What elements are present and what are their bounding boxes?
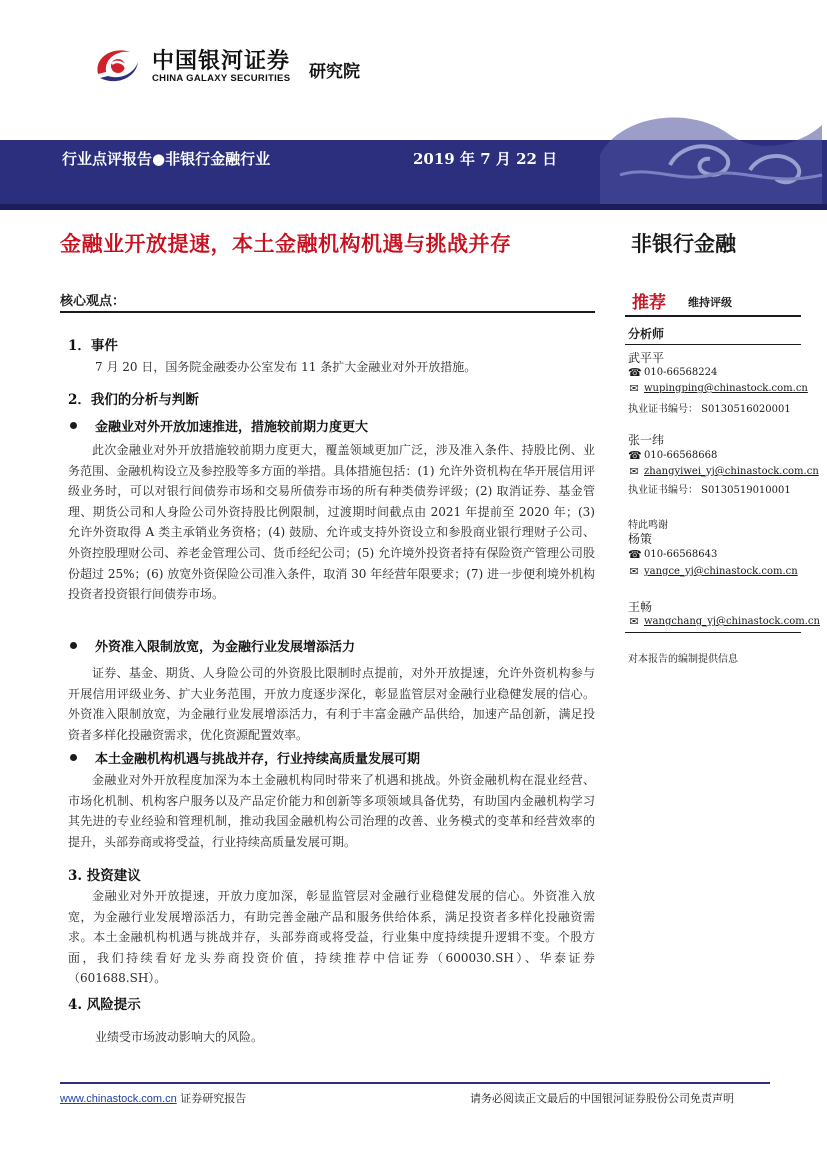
mail-icon: ✉ <box>629 615 639 628</box>
analyst-2-phone: 010-66568668 <box>644 450 718 461</box>
contributor-1-name: 杨策 <box>628 532 653 546</box>
bullet-2-body: 证券、基金、期货、人身险公司的外资股比限制时点提前，对外开放提速，允许外资机构参与开展信用评级业务、扩大业务范围，开放力度逐步深化，彰显监管层对金融行业稳健发展的信心。外资准入限制放宽，为金融行业发展增添活力，有利于丰富金融产品供给，加速产品创新，满足投资者多样化投融资需求，优化资源配置效率。 <box>68 666 595 742</box>
contributor-1-phone-row <box>628 548 717 561</box>
analyst-1-cert: 执业证书编号： S0130516020001 <box>628 404 791 415</box>
contributor-note: 对本报告的编制提供信息 <box>628 654 738 665</box>
bullet-dot-icon <box>70 754 77 761</box>
footer-website-link[interactable]: www.chinastock.com.cn <box>60 1093 177 1105</box>
analyst-heading: 分析师 <box>628 327 665 341</box>
bullet-dot-icon <box>70 422 77 429</box>
bullet-dot-icon <box>70 642 77 649</box>
footer-divider <box>60 1082 770 1084</box>
section-3-body: 金融业对外开放提速，开放力度加深，彰显监管层对金融行业稳健发展的信心。外资准入放宽，为金融行业发展增添活力，有助完善金融产品和服务供给体系，满足投资者多样化投融资需求。本土金融机构机遇与挑战并存，头部券商或将受益，行业集中度持续提升逻辑不变。个股方面，我们持续看好龙头券商投资价值，持续推荐中信证券（600030.SH）、华泰证券（601688.SH）。 <box>68 889 595 986</box>
sector-title: 非银行金融 <box>631 231 736 256</box>
bullet-1 <box>70 416 368 435</box>
thanks-label: 特此鸣谢 <box>628 520 668 531</box>
sidebar-divider-top <box>625 315 801 317</box>
section-2-heading: 2．我们的分析与判断 <box>68 392 199 408</box>
contributor-1-email[interactable]: yangce_yj@chinastock.com.cn <box>644 566 798 577</box>
bullet-2-title: 外资准入限制放宽，为金融行业发展增添活力 <box>95 640 356 655</box>
core-view-heading: 核心观点： <box>60 294 126 309</box>
mail-icon: ✉ <box>629 465 639 478</box>
bullet-2 <box>70 636 355 655</box>
report-title: 金融业开放提速，本土金融机构机遇与挑战并存 <box>60 231 512 256</box>
contributor-2-email-row <box>628 615 820 628</box>
phone-icon: ☎ <box>628 548 642 561</box>
mail-icon: ✉ <box>629 382 639 395</box>
footer-disclaimer: 请务必阅读正文最后的中国银河证券股份公司免责声明 <box>470 1092 734 1105</box>
phone-icon: ☎ <box>628 366 642 379</box>
report-type: 行业点评报告●非银行金融行业 <box>62 150 271 168</box>
analyst-1-name: 武平平 <box>628 351 665 365</box>
contributor-2-name: 王畅 <box>628 600 653 614</box>
logo-chinese-name: 中国银河证券 <box>152 49 291 74</box>
phone-icon: ☎ <box>628 449 642 462</box>
galaxy-logo-icon <box>88 44 142 88</box>
sidebar-divider-bottom <box>625 632 801 633</box>
analyst-1-email[interactable]: wupingping@chinastock.com.cn <box>644 383 808 394</box>
footer-left-label: 证券研究报告 <box>176 1092 247 1105</box>
bullet-1-title: 金融业对外开放加速推进，措施较前期力度更大 <box>95 420 369 435</box>
analyst-2-cert: 执业证书编号： S0130519010001 <box>628 485 791 496</box>
sidebar-divider-analyst <box>625 344 801 345</box>
contributor-2-email[interactable]: wangchang_yj@chinastock.com.cn <box>644 616 820 627</box>
cloud-pattern-icon <box>560 95 827 210</box>
bullet-3-title: 本土金融机构机遇与挑战并存，行业持续高质量发展可期 <box>95 752 421 767</box>
recommendation: 推荐 <box>632 293 666 313</box>
analyst-1-phone: 010-66568224 <box>644 367 718 378</box>
rating-label: 维持评级 <box>688 296 732 309</box>
report-date: 2019 年 7 月 22 日 <box>413 150 558 168</box>
section-1-body: 7 月 20 日，国务院金融委办公室发布 11 条扩大金融业对外开放措施。 <box>95 360 477 374</box>
logo-english-name: CHINA GALAXY SECURITIES <box>152 73 291 84</box>
analyst-2-email[interactable]: zhangyiwei_yj@chinastock.com.cn <box>644 466 819 477</box>
section-1-heading: 1．事件 <box>68 338 118 354</box>
analyst-2-phone-row <box>628 449 717 462</box>
contributor-1-phone: 010-66568643 <box>644 549 718 560</box>
section-3-heading: 3. 投资建议 <box>68 868 141 884</box>
footer-left <box>60 1090 246 1106</box>
institute-label: 研究院 <box>309 62 360 82</box>
section-4-body: 业绩受市场波动影响大的风险。 <box>95 1030 264 1044</box>
analyst-2-email-row <box>628 465 819 478</box>
analyst-1-phone-row <box>628 366 717 379</box>
mail-icon: ✉ <box>629 565 639 578</box>
bullet-1-body: 此次金融业对外开放措施较前期力度更大，覆盖领域更加广泛，涉及准入条件、持股比例、业务范围、金融机构设立及参控股等多方面的举措。具体措施包括：(1) 允许外资机构在华开展信用评级业务时，可以对银行间债券市场和交易所债券市场的所有种类债券评级；(2) 取消证券、基金管理、期货公司和人身险公司外资持股比例限制，过渡期时间截点由 2021 年提前至 2020 年；(3) 允许外资取得 A 类主承销业务资格；(4) 鼓励、允许或支持外资设立和参股商业银行理财子公司、外资控股理财公司、养老金管理公司、货币经纪公司；(5) 允许境外投资者持有保险资产管理公司股份超过 25%；(6) 放宽外资保险公司准入条件，取消 30 年经营年限要求；(7) 进一步便利境外机构投资者投资银行间债券市场。 <box>68 443 596 602</box>
bullet-3-body: 金融业对外开放程度加深为本土金融机构同时带来了机遇和挑战。外资金融机构在混业经营、市场化机制、机构客户服务以及产品定价能力和创新等多项领域具备优势，有助国内金融机构学习其先进的专业经验和管理机制，推动我国金融机构公司治理的改善、业务模式的变革和经营效率的提升，头部券商或将受益，行业持续高质量发展可期。 <box>68 773 595 849</box>
contributor-1-email-row <box>628 565 798 578</box>
bullet-3 <box>70 748 420 767</box>
section-4-heading: 4. 风险提示 <box>68 997 141 1013</box>
header-band-edge <box>0 204 827 210</box>
core-view-divider <box>60 311 595 313</box>
analyst-1-email-row <box>628 382 808 395</box>
analyst-2-name: 张一纬 <box>628 433 665 447</box>
